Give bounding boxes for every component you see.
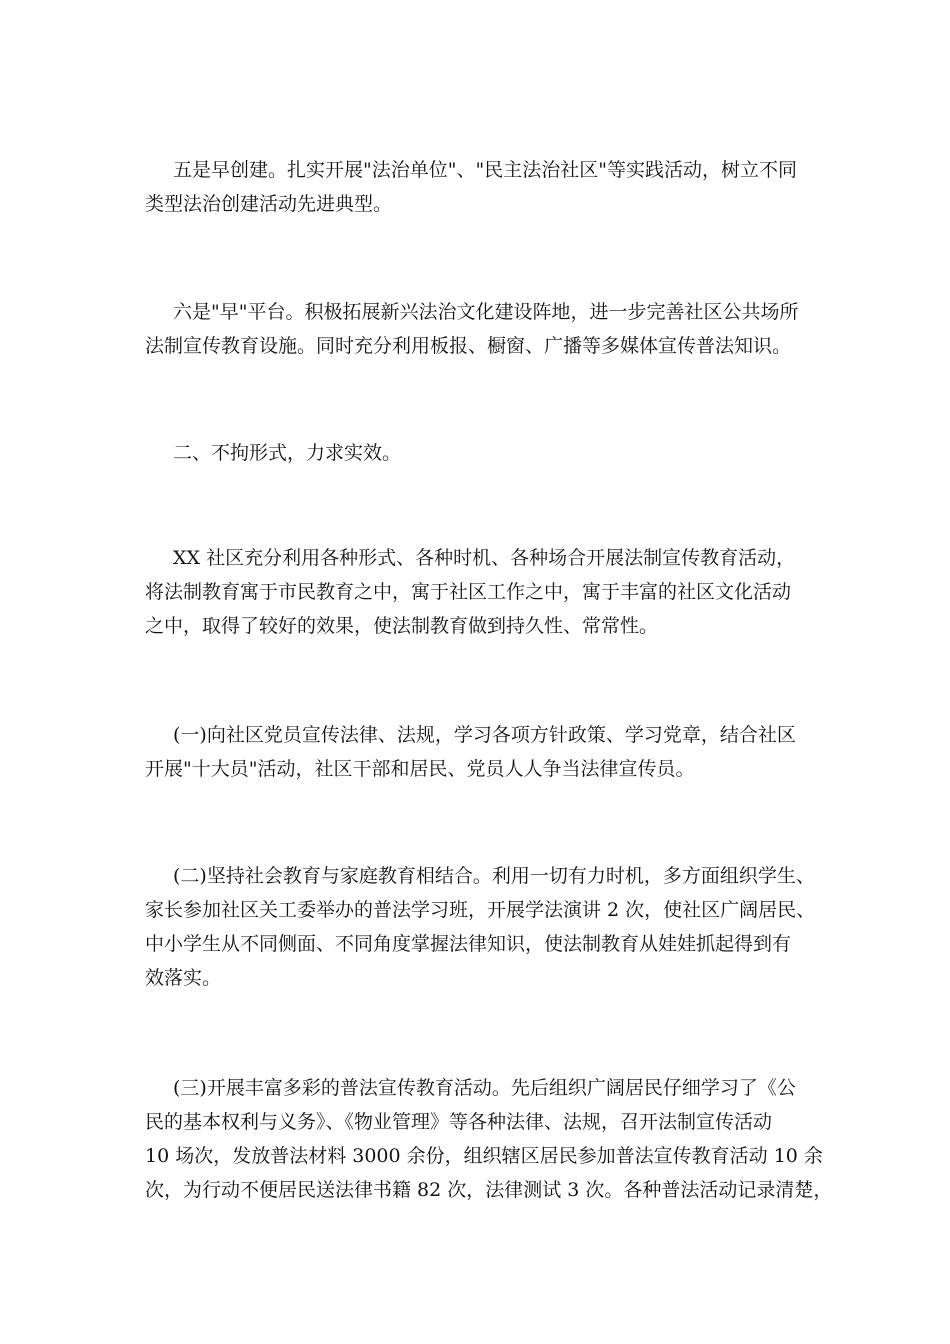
text-line: XX 社区充分利用各种形式、各种时机、各种场合开展法制宣传教育活动， — [173, 547, 796, 569]
paragraph-item-two — [145, 859, 835, 995]
paragraph-six-platform — [145, 295, 835, 363]
text-line: 将法制教育寓于市民教育之中，寓于社区工作之中，寓于丰富的社区文化活动 — [145, 581, 792, 603]
text-line: (一)向社区党员宣传法律、法规，学习各项方针政策、学习党章，结合社区 — [173, 724, 796, 746]
text-line: 效落实。 — [145, 967, 222, 989]
text-line: 次，为行动不便居民送法律书籍 82 次，法律测试 3 次。各种普法活动记录清楚， — [145, 1179, 833, 1201]
paragraph-item-three — [145, 1071, 835, 1207]
section-heading-two — [145, 436, 835, 470]
text-line: 10 场次，发放普法材料 3000 余份，组织辖区居民参加普法宣传教育活动 10 余 — [145, 1145, 823, 1167]
text-line: 民的基本权利与义务》、《物业管理》等各种法律、法规，召开法制宣传活动 — [145, 1111, 773, 1133]
text-line: 二、不拘形式，力求实效。 — [173, 442, 402, 464]
paragraph-item-one — [145, 718, 835, 786]
text-line: 类型法治创建活动先进典型。 — [145, 193, 393, 215]
text-line: 开展"十大员"活动，社区干部和居民、党员人人争当法律宣传员。 — [145, 758, 695, 780]
text-line: (三)开展丰富多彩的普法宣传教育活动。先后组织广阔居民仔细学习了《公 — [173, 1077, 796, 1099]
text-line: 六是"早"平台。积极拓展新兴法治文化建设阵地，进一步完善社区公共场所 — [173, 301, 799, 323]
paragraph-community-overview — [145, 541, 835, 643]
text-line: 家长参加社区关工委举办的普法学习班，开展学法演讲 2 次，使社区广阔居民、 — [145, 899, 816, 921]
text-line: (二)坚持社会教育与家庭教育相结合。利用一切有力时机，多方面组织学生、 — [173, 865, 815, 887]
text-line: 五是早创建。扎实开展"法治单位"、"民主法治社区"等实践活动，树立不同 — [173, 159, 797, 181]
text-line: 之中，取得了较好的效果，使法制教育做到持久性、常常性。 — [145, 615, 659, 637]
text-line: 中小学生从不同侧面、不同角度掌握法律知识，使法制教育从娃娃抓起得到有 — [145, 933, 792, 955]
paragraph-five-creation — [145, 153, 835, 221]
text-line: 法制宣传教育设施。同时充分利用板报、橱窗、广播等多媒体宣传普法知识。 — [145, 335, 792, 357]
